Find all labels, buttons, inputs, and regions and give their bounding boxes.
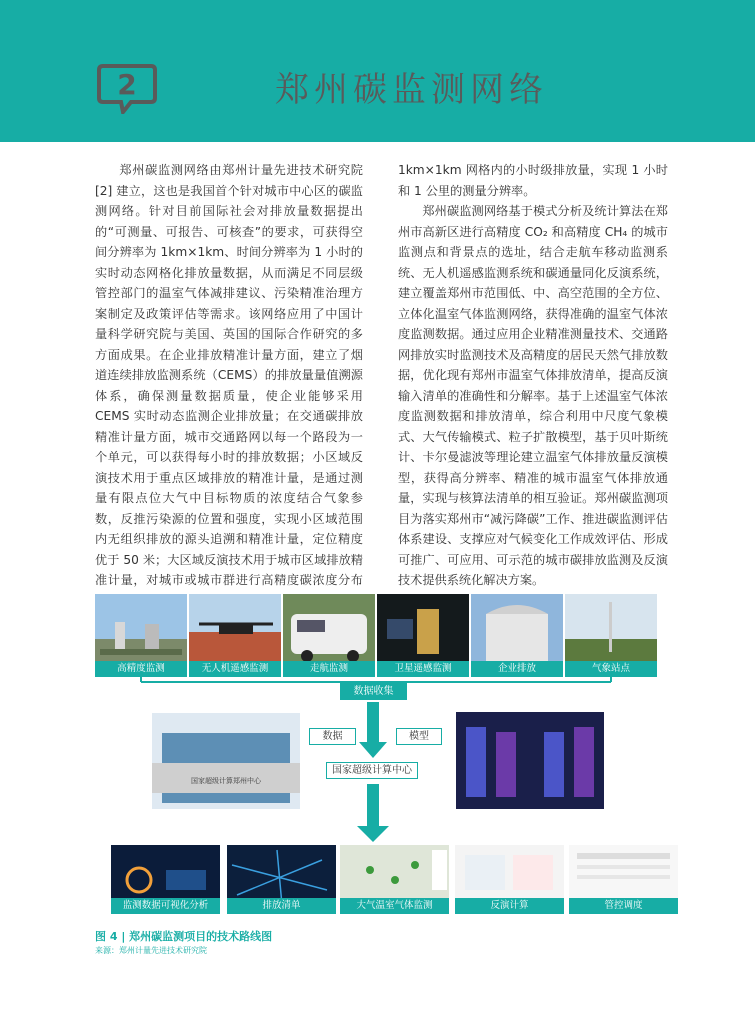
output-emission-inventory (227, 845, 336, 914)
body-paragraph: 郑州碳监测网络基于模式分析及统计算法在郑州市高新区进行高精度 CO₂ 和高精度 CH₄ 的城市监测点和背景点的选址，结合走航车移动监测系统、无人机遥感监测系统和碳通量同化反演系统，建立覆盖郑州市范围低、中、高空范围的全方位、立体化温室气体监测网络，获得准确的温室气体浓度监测数据。通过应用企业精准测量技术、交通路网排放实时监测技术及高精度的居民天然气排放数据，优化现有郑州市温室气体排放清单，提高反演输入清单的准确性和分解率。基于上述温室气体浓度监测数据和排放清单，综合利用中尺度气象模式、大气传输模式、粒子扩散模型，基于贝叶斯统计、卡尔曼滤波等理论建立温室气体排放量反演模型，获得高分辨率、精准的城市温室气体排放通量，实现与核算法清单的相互验证。郑州碳监测项目为落实郑州市“减污降碳”工作、推进碳监测评估体系建设、支撑应对气候变化工作成效评估、形成可推广、可应用、可示范的城市碳排放监测及反演技术提供系统化解决方案。 (398, 204, 668, 587)
photo-satellite (377, 594, 469, 677)
photo-caption: 气象站点 (565, 661, 657, 677)
figure-caption: 图 4 | 郑州碳监测项目的技术路线图 (95, 930, 273, 943)
photo-caption: 企业排放 (471, 661, 563, 677)
figure-source: 来源：郑州计量先进技术研究院 (95, 946, 207, 955)
body-paragraph-continued: 1km×1km 网格内的小时级排放量，实现 1 小时和 1 公里的测量分辨率。 (398, 163, 668, 198)
photo-caption: 高精度监测 (95, 661, 187, 677)
supercomputer-building-photo (152, 713, 300, 809)
photo-enterprise (471, 594, 563, 677)
output-inversion (455, 845, 564, 914)
output-caption: 大气温室气体监测 (340, 898, 449, 914)
badge-number: 2 (117, 68, 137, 101)
photo-drone (189, 594, 281, 677)
photo-caption: 卫星遥感监测 (377, 661, 469, 677)
output-control-dispatch (569, 845, 678, 914)
output-atmospheric-monitoring (340, 845, 449, 914)
model-label: 模型 (396, 728, 442, 745)
body-right-column (398, 160, 668, 591)
body-paragraph: 郑州碳监测网络由郑州计量先进技术研究院 [2] 建立，这也是我国首个针对城市中心区的碳监测网络。针对目前国际社会对排放量数据提出的“可测量、可报告、可核查”的要求，可获得空间分辨率为 1km×1km、时间分辨率为 1 小时的实时动态网格化排放量数据，从而满足不同层级管控部门的温室气体减排建议、污染精准治理方案制定及政策评估等需求。该网络应用了中国计量科学研究院与美国、英国的国际合作研究的多方面成果。在企业排放精准计量方面，建立了烟道连续排放监测系统（CEMS）的排放量量值溯源体系，确保测量数据质量，使企业能够采用 CEMS 实时动态监测企业排放量；在交通碳排放精准计量方面，城市交通路网以每一个路段为一个单元，可以获得每小时的排放数据；小区域反演技术用于重点区域排放的精准计量，是通过测量有限点位大气中目标物质的浓度结合气象参数，反推污染源的位置和强度，实现小区域范围内无组织排放的源头追溯和精准计量，定位精度优于 50 米；大区域反演技术用于城市区域排放精准计量，对城市或城市群进行高精度碳浓度分布 (95, 163, 363, 587)
photo-caption: 无人机遥感监测 (189, 661, 281, 677)
page-title: 郑州碳监测网络 (275, 70, 548, 110)
number-badge-icon (97, 62, 157, 114)
photo-weather-station (565, 594, 657, 677)
building-sign: 国家超级计算郑州中心 (191, 777, 261, 785)
body-left-column (95, 160, 363, 611)
data-collection-label: 数据收集 (340, 683, 407, 700)
output-caption: 反演计算 (455, 898, 564, 914)
output-caption: 管控调度 (569, 898, 678, 914)
photo-mobile-vehicle (283, 594, 375, 677)
photo-high-precision (95, 594, 187, 677)
output-visualization (111, 845, 220, 914)
output-caption: 监测数据可视化分析 (111, 898, 220, 914)
supercomputer-center-label: 国家超级计算中心 (326, 762, 418, 779)
output-caption: 排放清单 (227, 898, 336, 914)
data-label: 数据 (309, 728, 356, 745)
data-center-photo (456, 712, 604, 809)
photo-caption: 走航监测 (283, 661, 375, 677)
